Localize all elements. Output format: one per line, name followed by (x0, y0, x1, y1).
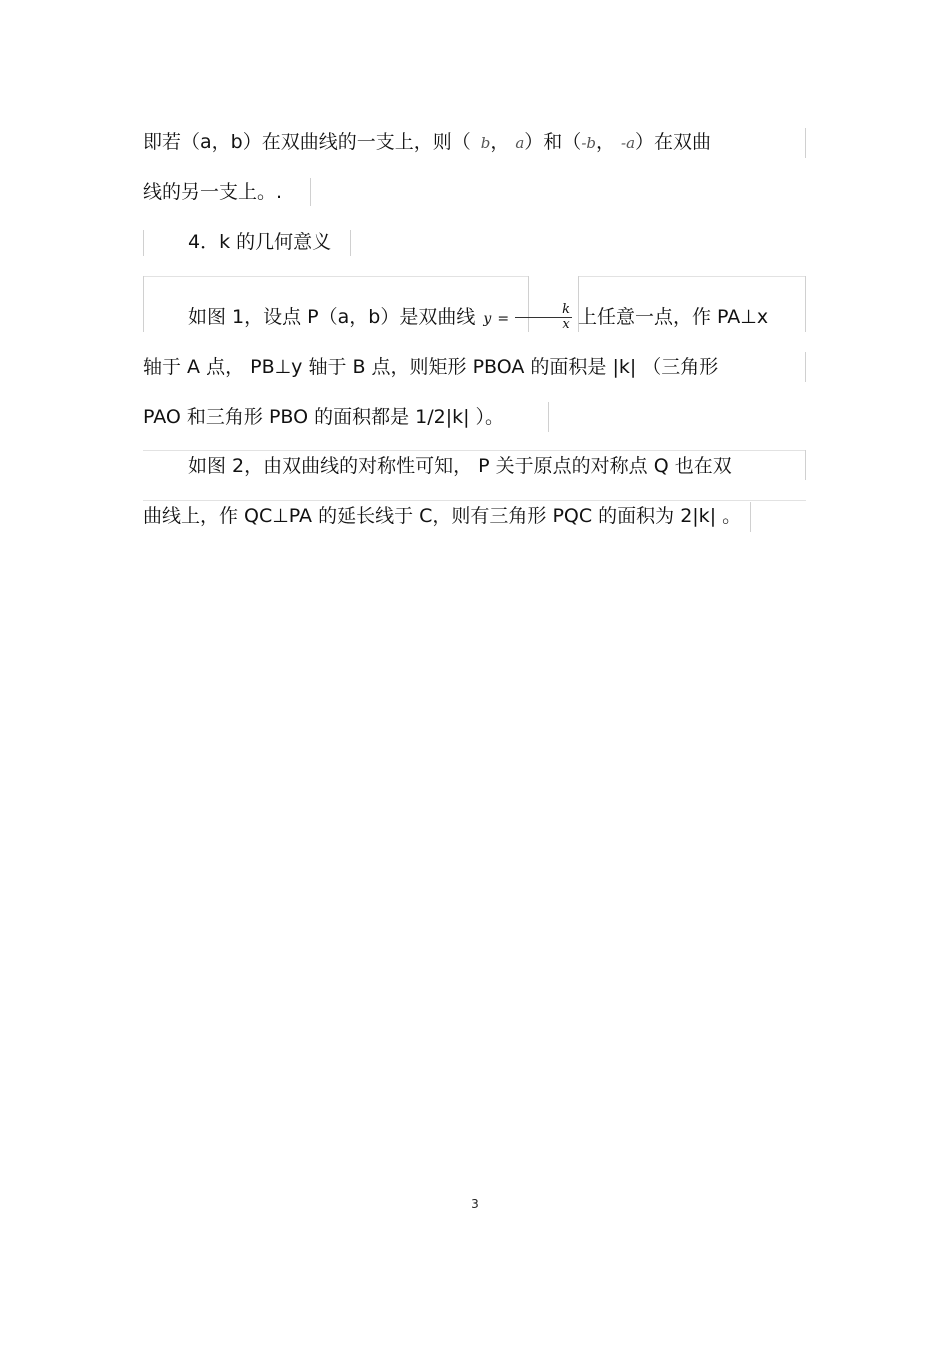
formula-y-equals-k-over-x (483, 302, 572, 332)
fraction (515, 303, 572, 332)
paragraph-line: PAO 和三角形 PBO 的面积都是 1/2|k| ）。 (143, 406, 505, 428)
guide-mark (578, 276, 806, 277)
formula-eq: = (497, 311, 510, 327)
fraction-numerator: k (515, 303, 572, 318)
page-number: 3 (471, 1197, 479, 1211)
formula-y: y (483, 311, 492, 327)
paragraph-line: 如图 2，由双曲线的对称性可知， P 关于原点的对称点 Q 也在双 (188, 455, 732, 477)
paragraph-line (143, 297, 808, 337)
text-run: ， (595, 131, 615, 153)
math-a: a (515, 134, 525, 152)
paragraph-line: 曲线上，作 QC⊥PA 的延长线于 C，则有三角形 PQC 的面积为 2|k| 。 (143, 505, 742, 527)
math-neg-b: -b (581, 134, 596, 152)
text-run: 如图 1，设点 P（a，b）是双曲线 (188, 306, 476, 328)
text-run: 上任意一点，作 PA⊥x (577, 306, 769, 328)
math-b: b (480, 134, 491, 152)
section-heading: 4．k 的几何意义 (188, 231, 332, 253)
guide-mark (143, 276, 528, 277)
paragraph-line (143, 122, 808, 162)
text-run: ）和（ (524, 131, 582, 153)
fraction-denominator: x (562, 317, 570, 332)
text-run: ， (490, 131, 510, 153)
text-run: 即若（a，b）在双曲线的一支上，则（ (143, 131, 471, 153)
text-run: ）在双曲 (635, 131, 712, 153)
math-neg-a: -a (621, 134, 636, 152)
paragraph-line: 轴于 A 点， PB⊥y 轴于 B 点，则矩形 PBOA 的面积是 |k| （三角形 (143, 356, 719, 378)
paragraph-line: 线的另一支上。. (143, 181, 283, 203)
